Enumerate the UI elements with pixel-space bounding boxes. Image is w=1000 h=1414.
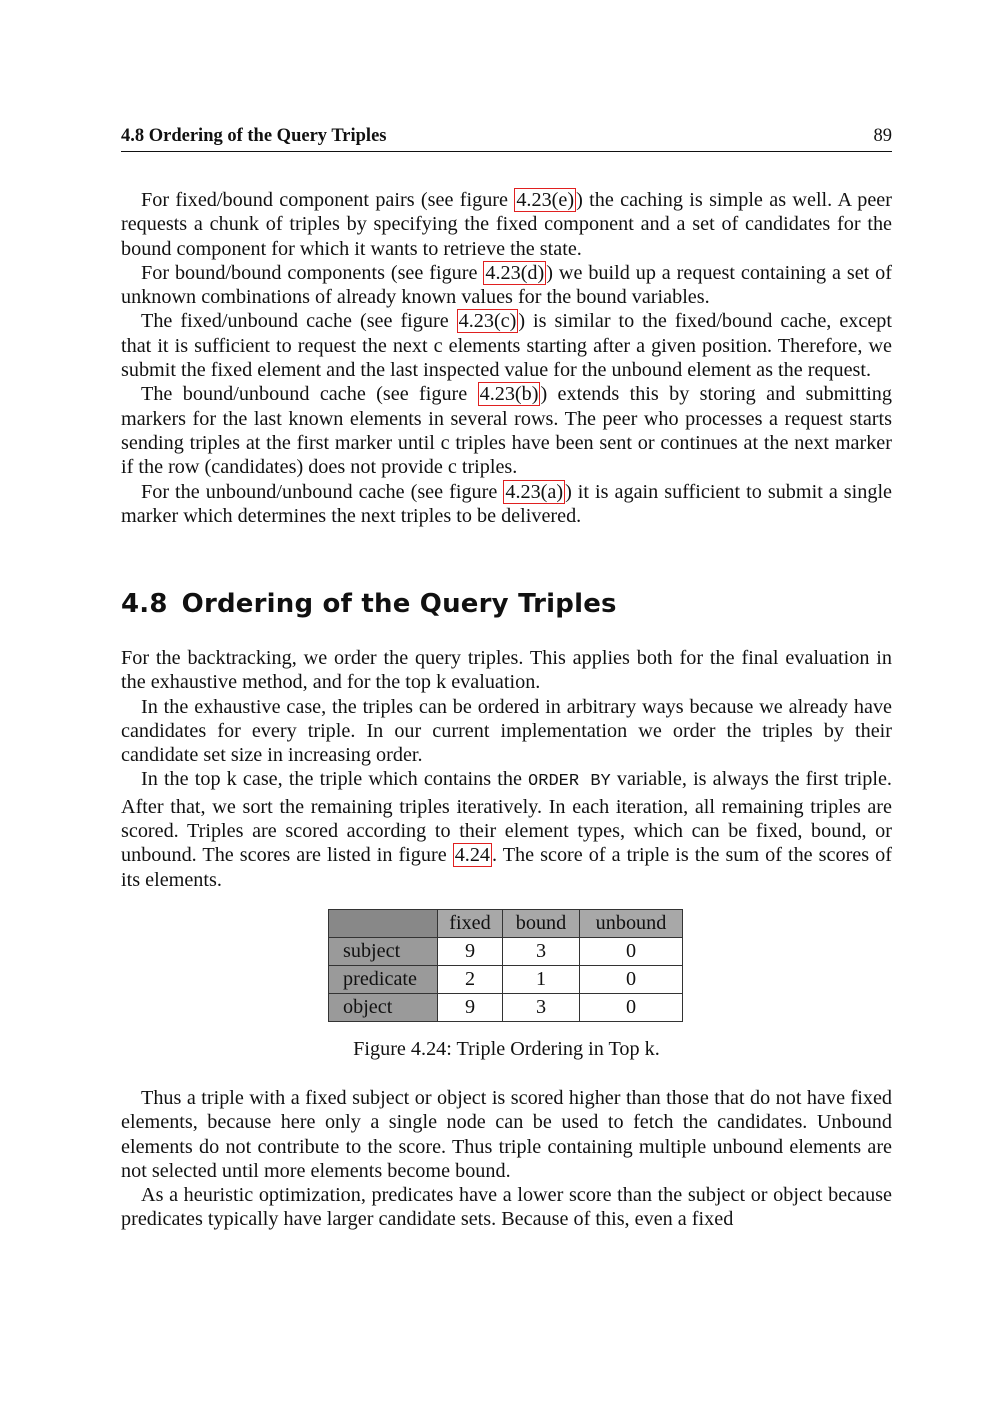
- paragraph: In the exhaustive case, the triples can be ordered in arbitrary ways because we already have candidates for every triple. In our current implementation we order the triples by their candidate set size in increasing order.: [121, 695, 892, 767]
- table-header-row: [329, 910, 683, 938]
- table-cell: 9: [438, 994, 503, 1022]
- score-table: [328, 909, 683, 1022]
- figure-reference-link[interactable]: 4.23(e): [516, 189, 575, 211]
- table-cell: 0: [580, 994, 683, 1022]
- table-cell: 1: [503, 966, 580, 994]
- figure-reference-link[interactable]: 4.23(a): [505, 480, 564, 503]
- inline-code: ORDER BY: [528, 772, 611, 792]
- section-heading: [121, 589, 617, 619]
- paragraph: As a heuristic optimization, predicates have a lower score than the subject or object because predicates typically have larger candidate sets. Because of this, even a fixed: [121, 1184, 892, 1231]
- paragraph: For the unbound/unbound cache (see figure 4.23(a)) it is again sufficient to submit a single marker which determines the next triples to be delivered.: [121, 480, 893, 527]
- paragraph: The fixed/unbound cache (see figure 4.23(c)) is similar to the fixed/bound cache, except that it is sufficient to request the next c elements starting after a given position. Therefore, we submit the fixed element and the last inspected value for the unbound element as the request.: [121, 310, 892, 382]
- table-row: [329, 994, 683, 1022]
- running-head-section: 4.8 Ordering of the Query Triples: [121, 126, 387, 146]
- table-cell: 9: [438, 938, 503, 966]
- row-header: subject: [329, 938, 438, 966]
- paragraph: The bound/unbound cache (see figure 4.23(b)) extends this by storing and submitting markers for the last known elements in several rows. The peer who processes a request starts sending triples at the first marker until c triples have been sent or continues at the next marker if the row (candidates) does not provide c triples.: [121, 383, 892, 479]
- column-header: unbound: [580, 910, 683, 938]
- table-cell: 3: [503, 938, 580, 966]
- section-number: 4.8: [121, 589, 168, 619]
- figure-reference-link[interactable]: 4.23(d): [485, 261, 545, 284]
- table-cell: 2: [438, 966, 503, 994]
- figure-caption: Figure 4.24: Triple Ordering in Top k.: [353, 1038, 660, 1060]
- paragraph: For fixed/bound component pairs (see figure 4.23(e)) the caching is simple as well. A peer requests a chunk of triples by specifying the fixed component and a set of candidates for the bound component for which it wants to retrieve the state.: [121, 189, 892, 260]
- section-title: Ordering of the Query Triples: [181, 589, 617, 619]
- table-row: [329, 966, 683, 994]
- paragraph: For the backtracking, we order the query triples. This applies both for the final evaluation in the exhaustive method, and for the top k evaluation.: [121, 647, 892, 694]
- column-header: fixed: [438, 910, 503, 938]
- row-header: predicate: [329, 966, 438, 994]
- figure-reference-link[interactable]: 4.23(b): [479, 383, 539, 406]
- paragraph: Thus a triple with a fixed subject or object is scored higher than those that do not have fixed elements, because here only a single node can be used to fetch the candidates. Unbound elements do not contribute to the score. Thus triple containing multiple unbound elements are not selected until more elements become bound.: [121, 1087, 892, 1182]
- page-number: 89: [873, 126, 892, 146]
- figure-reference-link[interactable]: 4.23(c): [458, 310, 517, 333]
- body-block-scoring: [121, 1086, 892, 1232]
- table-row: [329, 938, 683, 966]
- paragraph: For bound/bound components (see figure 4.23(d)) we build up a request containing a set of unknown combinations of already known values for the bound variables.: [121, 261, 892, 309]
- table-corner-cell: [329, 910, 438, 938]
- paragraph: In the top k case, the triple which contains the ORDER BY variable, is always the first triple. After that, we sort the remaining triples iteratively. In each iteration, all remaining triples are scored. Triples are scored according to their element types, which can be fixed, bound, or unbound. The scores are listed in figure 4.24. The score of a triple is the sum of the scores of its elements.: [121, 768, 892, 891]
- table-cell: 0: [580, 938, 683, 966]
- table-cell: 0: [580, 966, 683, 994]
- body-block-ordering: [121, 646, 892, 892]
- figure-reference-link[interactable]: 4.24: [454, 844, 491, 867]
- running-head: [121, 124, 892, 152]
- row-header: object: [329, 994, 438, 1022]
- body-block-caching: [121, 188, 892, 528]
- table-cell: 3: [503, 994, 580, 1022]
- column-header: bound: [503, 910, 580, 938]
